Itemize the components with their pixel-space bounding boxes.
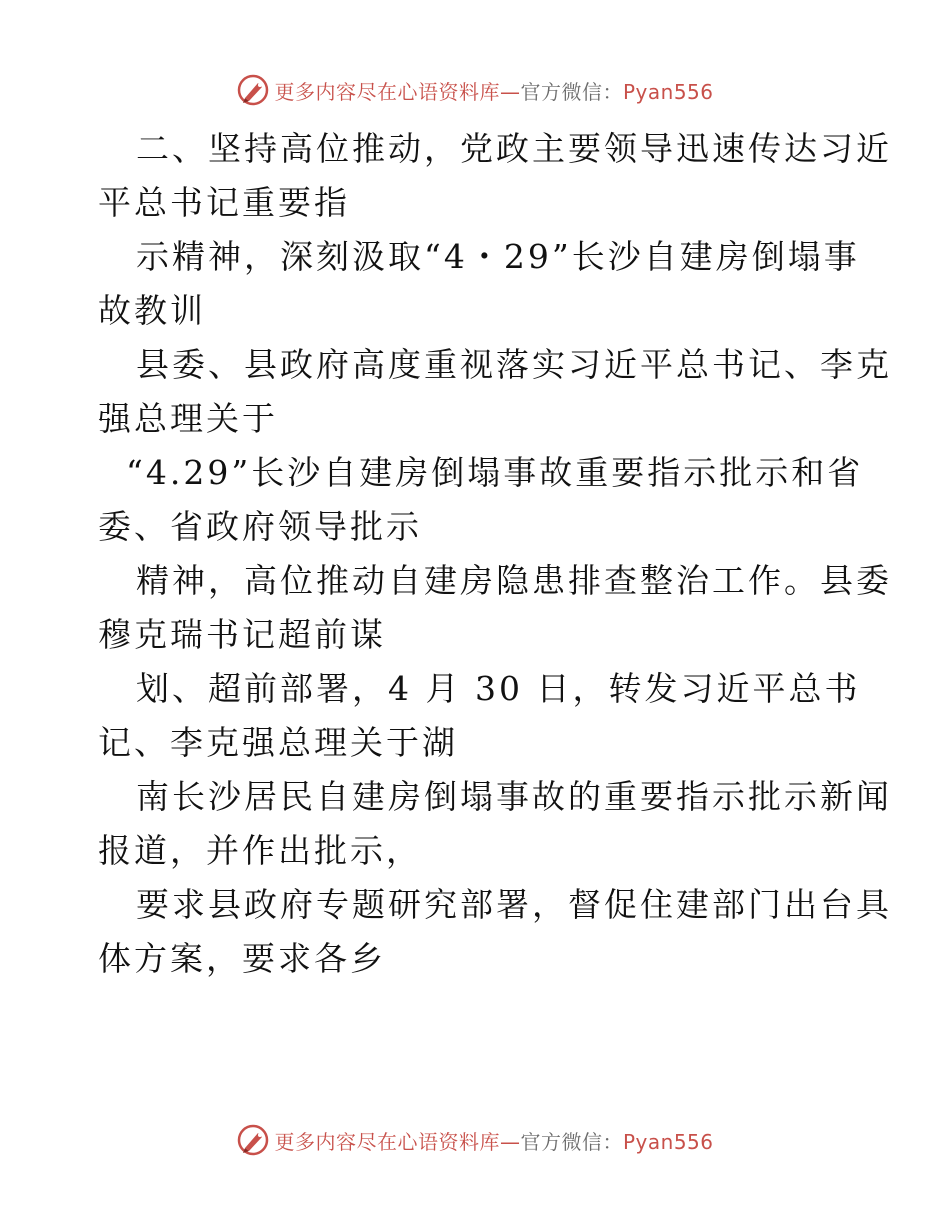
- paragraph-line: 南长沙居民自建房倒塌事故的重要指示批示新闻: [136, 777, 892, 816]
- paragraph-line: 精神，高位推动自建房隐患排查整治工作。县委: [136, 561, 892, 600]
- banner-text: 更多内容尽在心语资料库—官方微信：Pyan556: [274, 79, 714, 104]
- paragraph-line: “4.29”长沙自建房倒塌事故重要指示批示和省: [126, 453, 864, 492]
- pen-logo-icon: [236, 1123, 270, 1157]
- footer-banner: [0, 1120, 950, 1160]
- banner-text: 更多内容尽在心语资料库—官方微信：Pyan556: [274, 1129, 714, 1154]
- paragraph-line: 体方案，要求各乡: [98, 939, 386, 978]
- paragraph-line: 报道，并作出批示，: [98, 831, 422, 870]
- header-banner: [0, 70, 950, 110]
- paragraph-line: 二、坚持高位推动，党政主要领导迅速传达习近: [136, 129, 892, 168]
- paragraph-line: 穆克瑞书记超前谋: [98, 615, 386, 654]
- paragraph-line: 县委、县政府高度重视落实习近平总书记、李克: [136, 345, 892, 384]
- paragraph-line: 划、超前部署，4 月 30 日，转发习近平总书: [136, 669, 861, 708]
- paragraph-line: 记、李克强总理关于湖: [98, 723, 458, 762]
- paragraph-line: 平总书记重要指: [98, 183, 350, 222]
- paragraph-line: 强总理关于: [98, 399, 278, 438]
- paragraph-line: 要求县政府专题研究部署，督促住建部门出台具: [136, 885, 892, 924]
- document-body: [98, 122, 892, 986]
- paragraph-line: 故教训: [98, 291, 206, 330]
- paragraph-line: 委、省政府领导批示: [98, 507, 422, 546]
- pen-logo-icon: [236, 73, 270, 107]
- paragraph-line: 示精神，深刻汲取“4・29”长沙自建房倒塌事: [136, 237, 860, 276]
